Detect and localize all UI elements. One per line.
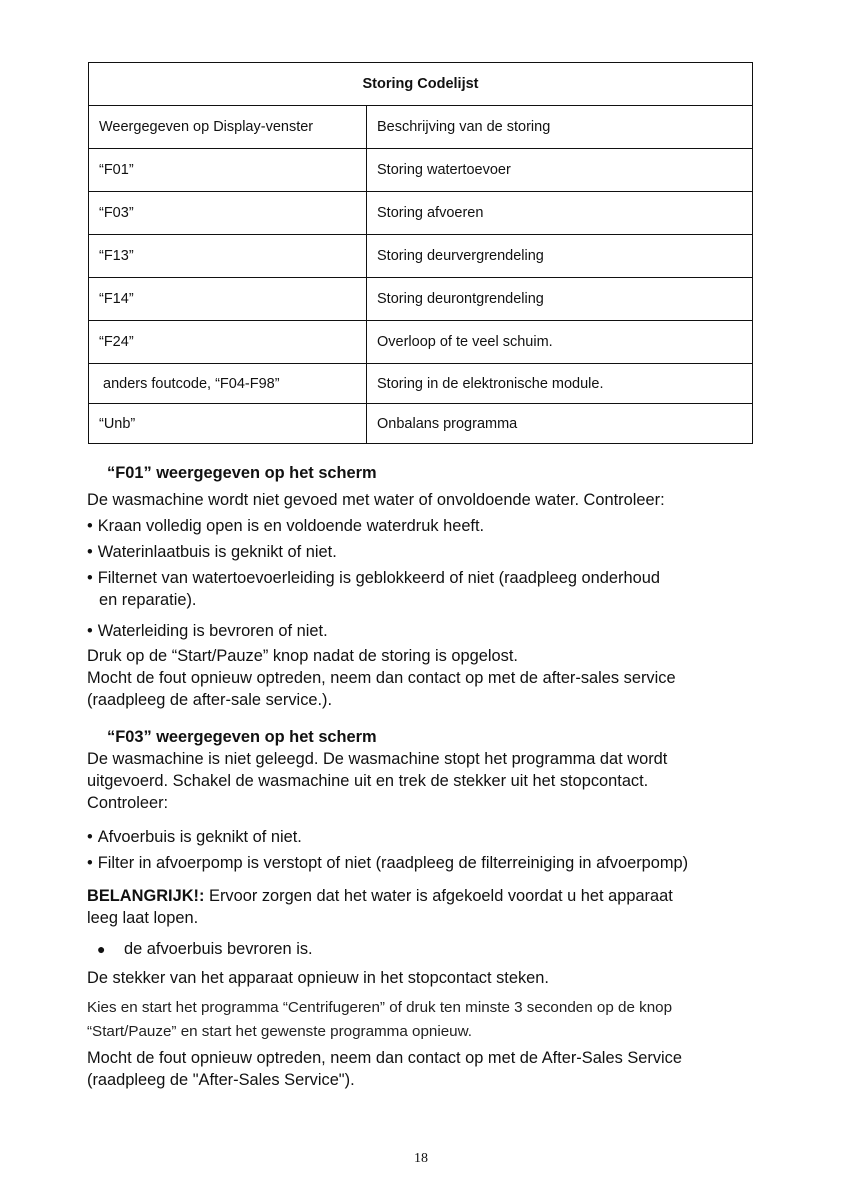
paragraph: De wasmachine is niet geleegd. De wasmachine stopt het programma dat wordt bbox=[87, 750, 668, 768]
paragraph: Controleer: bbox=[87, 794, 169, 812]
error-code: “F01” bbox=[89, 149, 367, 192]
paragraph: De wasmachine wordt niet gevoed met water of onvoldoende water. Controleer: bbox=[87, 491, 665, 509]
bullet-dot-icon: ● bbox=[97, 941, 106, 957]
important-label: BELANGRIJK!: bbox=[87, 887, 205, 905]
bullet-item: • Waterinlaatbuis is geknikt of niet. bbox=[87, 542, 337, 562]
bullet-item: • Filternet van watertoevoerleiding is geblokkeerd of niet (raadpleeg onderhoud bbox=[87, 568, 660, 588]
bullet-item: de afvoerbuis bevroren is. bbox=[124, 940, 313, 958]
error-description: Storing watertoevoer bbox=[367, 149, 753, 192]
table-row bbox=[89, 404, 753, 444]
section-heading-f01: “F01” weergegeven op het scherm bbox=[107, 464, 377, 482]
error-code: “F14” bbox=[89, 278, 367, 321]
paragraph: “Start/Pauze” en start het gewenste programma opnieuw. bbox=[87, 1023, 472, 1040]
table-row bbox=[89, 364, 753, 404]
bullet-item: • Filter in afvoerpomp is verstopt of niet (raadpleeg de filterreiniging in afvoerpomp) bbox=[87, 853, 688, 873]
column-header-description: Beschrijving van de storing bbox=[367, 106, 753, 149]
paragraph: De stekker van het apparaat opnieuw in het stopcontact steken. bbox=[87, 969, 549, 987]
error-description: Storing in de elektronische module. bbox=[367, 364, 753, 404]
error-code: “F13” bbox=[89, 235, 367, 278]
paragraph: uitgevoerd. Schakel de wasmachine uit en trek de stekker uit het stopcontact. bbox=[87, 772, 649, 790]
error-code: “F03” bbox=[89, 192, 367, 235]
page-number: 18 bbox=[414, 1151, 428, 1166]
error-description: Onbalans programma bbox=[367, 404, 753, 444]
paragraph: (raadpleeg de "After-Sales Service"). bbox=[87, 1071, 355, 1089]
table-row bbox=[89, 192, 753, 235]
error-description: Storing deurontgrendeling bbox=[367, 278, 753, 321]
paragraph: Kies en start het programma “Centrifugeren” of druk ten minste 3 seconden op de knop bbox=[87, 999, 673, 1016]
error-code: anders foutcode, “F04-F98” bbox=[89, 364, 367, 404]
bullet-item: • Waterleiding is bevroren of niet. bbox=[87, 621, 328, 641]
bullet-item: • Kraan volledig open is en voldoende waterdruk heeft. bbox=[87, 516, 484, 536]
important-note-continuation: leeg laat lopen. bbox=[87, 909, 199, 927]
section-heading-f03: “F03” weergegeven op het scherm bbox=[107, 728, 377, 746]
important-note bbox=[87, 886, 673, 906]
error-code: “Unb” bbox=[89, 404, 367, 444]
bullet-item-continuation: en reparatie). bbox=[99, 591, 197, 609]
error-description: Overloop of te veel schuim. bbox=[367, 321, 753, 364]
paragraph: Mocht de fout opnieuw optreden, neem dan contact op met de after-sales service bbox=[87, 669, 676, 687]
table-row bbox=[89, 149, 753, 192]
error-description: Storing deurvergrendeling bbox=[367, 235, 753, 278]
paragraph: Mocht de fout opnieuw optreden, neem dan contact op met de After-Sales Service bbox=[87, 1049, 682, 1067]
paragraph: (raadpleeg de after-sale service.). bbox=[87, 691, 333, 709]
table-row bbox=[89, 321, 753, 364]
column-header-display: Weergegeven op Display-venster bbox=[89, 106, 367, 149]
error-code: “F24” bbox=[89, 321, 367, 364]
error-code-table bbox=[88, 62, 753, 444]
table-row bbox=[89, 278, 753, 321]
table-header-row bbox=[89, 106, 753, 149]
table-row bbox=[89, 235, 753, 278]
error-description: Storing afvoeren bbox=[367, 192, 753, 235]
important-text: Ervoor zorgen dat het water is afgekoeld voordat u het apparaat bbox=[204, 887, 673, 905]
paragraph: Druk op de “Start/Pauze” knop nadat de storing is opgelost. bbox=[87, 647, 518, 665]
bullet-item: • Afvoerbuis is geknikt of niet. bbox=[87, 827, 302, 847]
table-title-row bbox=[89, 63, 753, 106]
table-title: Storing Codelijst bbox=[89, 63, 753, 106]
